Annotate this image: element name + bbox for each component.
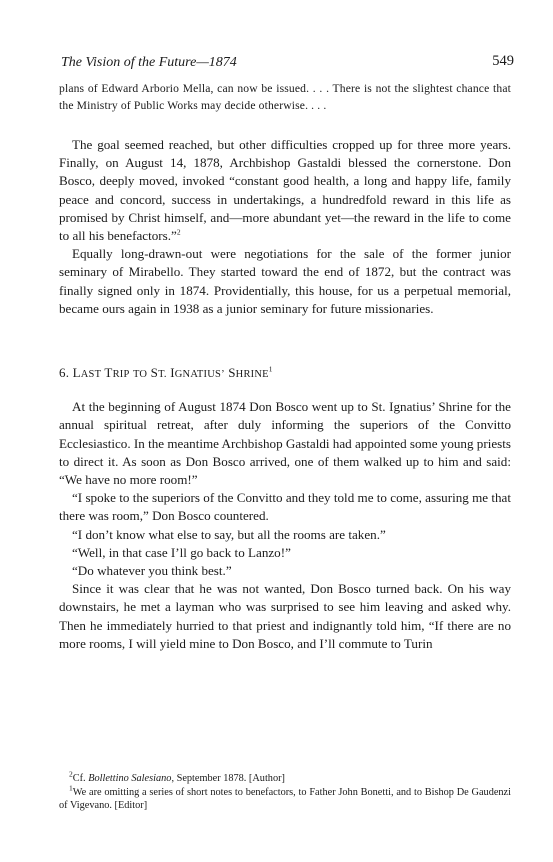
paragraph-layman: Since it was clear that he was not wanted, Don Bosco turned back. On his way downstairs, he met a layman who was surprised to see him leaving and asked why. Then he immediately hurried to that priest and indignantly told him, “If there are no more rooms, I will yield mine to Don Bosco, and I’ll commute to Turin xyxy=(59,581,511,651)
book-page xyxy=(59,50,514,653)
footnote-ref-1: 1 xyxy=(268,364,273,374)
footnote-2: $^2$Cf. Bollettino Salesiano, September 1878. [Author] xyxy=(69,769,285,784)
running-head xyxy=(59,50,514,72)
page-number: 549 xyxy=(492,53,514,69)
paragraph-dialogue-4: “Do whatever you think best.” xyxy=(72,563,232,579)
paragraph-dialogue-2: “I don’t know what else to say, but all the rooms are taken.” xyxy=(72,526,386,542)
quoted-letter-excerpt: plans of Edward Arborio Mella, can now be issued. . . . There is not the slightest chance that the Ministry of Public Works may decide otherwise. . . . xyxy=(59,82,511,112)
running-head-title: The Vision of the Future—1874 xyxy=(61,55,237,70)
section-heading: 6. LAST TRIP TO ST. IGNATIUS’ SHRINE$^1$ xyxy=(59,364,273,381)
body-text xyxy=(59,81,511,653)
footnote-1: $^1$We are omitting a series of short notes to benefactors, to Father John Bonetti, and to Bishop De Gaudenzi of Vigevano. [Editor] xyxy=(59,783,511,811)
paragraph-dialogue-1: “I spoke to the superiors of the Convitto and they told me to come, assuring me that there was room,” Don Bosco countered. xyxy=(59,490,511,524)
footnote-2-periodical: Bollettino Salesiano xyxy=(88,773,172,784)
section-number: 6. xyxy=(59,365,70,381)
paragraph-mirabello: Equally long-drawn-out were negotiations for the sale of the former junior seminary of Mirabello. They started toward the end of 1872, but the contract was finally signed only in 1874. Providentially, this house, for us a perpetual memorial, became ours again in 1938 as a junior seminary for future missionaries. xyxy=(59,246,511,316)
paragraph-retreat: At the beginning of August 1874 Don Bosco went up to St. Ignatius’ Shrine for the annual spiritual retreat, after duly informing the superiors of the Convitto Ecclesiastico. In the meantime Archbishop Gastaldi had appointed some young priests to direct it. As soon as Don Bosco arrived, one of them walked up to him and said: “We have no more room!” xyxy=(59,399,511,488)
paragraph-cornerstone xyxy=(59,136,511,245)
footnote-ref-2: 2 xyxy=(176,227,181,237)
paragraph-dialogue-3: “Well, in that case I’ll go back to Lanzo!” xyxy=(72,544,291,560)
paragraph-cornerstone-text: The goal seemed reached, but other difficulties cropped up for three more years. Finally, on August 14, 1878, Archbishop Gastaldi blessed the cornerstone. Don Bosco, deeply moved, invoked “constant good health, a long and happy life, family peace and concord, success in undertakings, a hundredfold reward in this life as promised by Christ himself, and—more abundant yet—the reward in the life to come to all his benefactors.” xyxy=(59,137,511,244)
footnotes xyxy=(59,769,511,813)
